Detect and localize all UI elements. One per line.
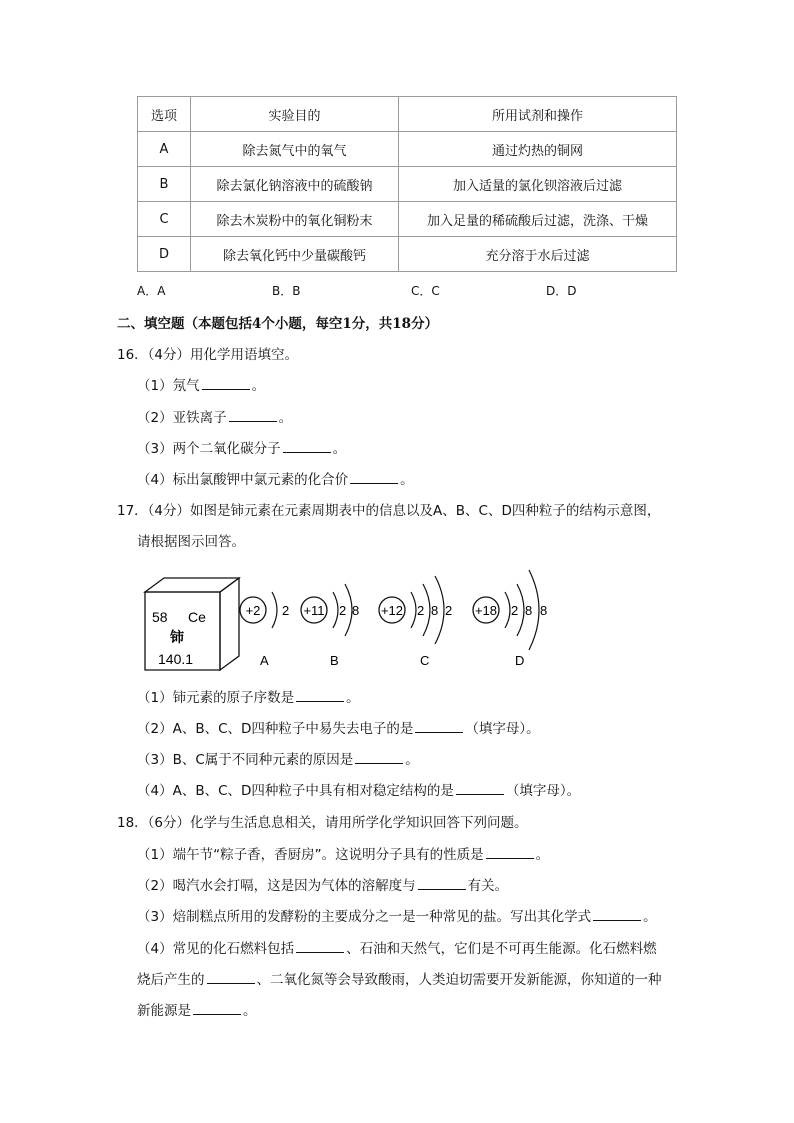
table-cell: A [138,132,191,167]
table-header: 实验目的 [191,97,399,132]
shell-electrons: 2 [445,603,453,618]
q18-item-3: （3）焙制糕点所用的发酵粉的主要成分之一是一种常见的盐。写出其化学式 。 [137,909,657,925]
answer-blank[interactable] [207,971,255,984]
shell-electrons: 2 [282,603,290,618]
particle-d [473,570,547,668]
table-header: 所用试剂和操作 [399,97,677,132]
q16-item-1: （1）氖气 。 [137,378,266,394]
choice-c: C．C [411,284,440,298]
answer-blank[interactable] [593,908,641,921]
table-header-row [138,97,677,132]
q18-item-1: （1）端午节“粽子香，香厨房”。这说明分子具有的性质是 。 [137,847,550,863]
answer-blank[interactable] [415,720,463,733]
q18-item-4-line1: （4）常见的化石燃料包括 、石油和天然气，它们是不可再生能源。化石燃料燃 [137,941,657,957]
q17-stem-line2: 请根据图示回答。 [137,534,245,550]
table-row [138,237,677,272]
shell-electrons: 2 [511,603,519,618]
q17-item-1: （1）铈元素的原子序数是 。 [137,690,360,706]
q16-item-4: （4）标出氯酸钾中氯元素的化合价 。 [137,472,414,488]
options-table [137,96,677,272]
q17-item-3: （3）B、C属于不同种元素的原因是 。 [137,752,419,768]
answer-blank[interactable] [296,940,344,953]
q17-stem-line1: 17．（4分）如图是铈元素在元素周期表中的信息以及A、B、C、D四种粒子的结构示意图， [117,503,661,519]
table-cell: B [138,167,191,202]
shell-electrons: 8 [540,603,548,618]
particle-label: C [420,653,430,668]
answer-blank[interactable] [350,471,398,484]
q17-figure [140,562,580,677]
table-row [138,132,677,167]
answer-blank[interactable] [486,846,534,859]
table-cell: 加入适量的氯化钡溶液后过滤 [399,167,677,202]
q16-stem: 16．（4分）用化学用语填空。 [117,347,299,363]
q16-item-3: （3）两个二氧化碳分子 。 [137,441,347,457]
nucleus-charge: +11 [303,603,325,618]
shell-electrons: 8 [525,603,533,618]
choice-d: D．D [546,284,577,298]
element-symbol: Ce [188,609,206,625]
nucleus-charge: +18 [474,603,498,618]
q18-item-4-line3: 新能源是 。 [137,1003,257,1019]
shell-electrons: 8 [431,603,439,618]
answer-blank[interactable] [456,782,504,795]
nucleus-charge: +2 [245,603,261,618]
q16-item-2: （2）亚铁离子 。 [137,410,293,426]
particle-label: B [330,653,339,668]
answer-blank[interactable] [202,377,250,390]
particle-label: D [515,653,525,668]
answer-blank[interactable] [229,409,277,422]
table-cell: 除去氧化钙中少量碳酸钙 [191,237,399,272]
nucleus-charge: +12 [380,603,404,618]
particle-b [301,584,359,668]
section-title: 二、填空题（本题包括4个小题，每空1分，共18分） [117,316,439,332]
table-row [138,202,677,237]
answer-blank[interactable] [418,877,466,890]
choice-b: B．B [272,284,301,298]
q18-item-2: （2）喝汽水会打嗝，这是因为气体的溶解度与 有关。 [137,878,509,894]
q18-item-4-line2: 烧后产生的 、二氧化氮等会导致酸雨，人类迫切需要开发新能源，你知道的一种 [137,972,662,988]
table-cell: 通过灼热的铜网 [399,132,677,167]
particle-label: A [260,653,269,668]
table-cell: 充分溶于水后过滤 [399,237,677,272]
table-cell: D [138,237,191,272]
answer-blank[interactable] [355,751,403,764]
table-header: 选项 [138,97,191,132]
q17-item-4: （4）A、B、C、D四种粒子中具有相对稳定结构的是 （填字母）。 [137,783,581,799]
particle-c [379,576,452,668]
element-mass: 140.1 [158,651,194,667]
answer-blank[interactable] [296,689,344,702]
element-name: 铈 [170,629,184,645]
table-cell: 除去氮气中的氧气 [191,132,399,167]
table-cell: C [138,202,191,237]
choice-a: A．A [137,284,166,298]
particle-a [240,592,289,668]
table-cell: 除去氯化钠溶液中的硫酸钠 [191,167,399,202]
answer-blank[interactable] [193,1002,241,1015]
shell-electrons: 2 [417,603,425,618]
shell-electrons: 8 [352,603,360,618]
element-number: 58 [152,609,168,625]
q18-stem: 18．（6分）化学与生活息息相关，请用所学化学知识回答下列问题。 [117,815,528,831]
table-row [138,167,677,202]
table-cell: 除去木炭粉中的氧化铜粉末 [191,202,399,237]
table-cell: 加入足量的稀硫酸后过滤，洗涤、干燥 [399,202,677,237]
answer-blank[interactable] [283,440,331,453]
q17-item-2: （2）A、B、C、D四种粒子中易失去电子的是 （填字母）。 [137,721,540,737]
shell-electrons: 2 [339,603,347,618]
